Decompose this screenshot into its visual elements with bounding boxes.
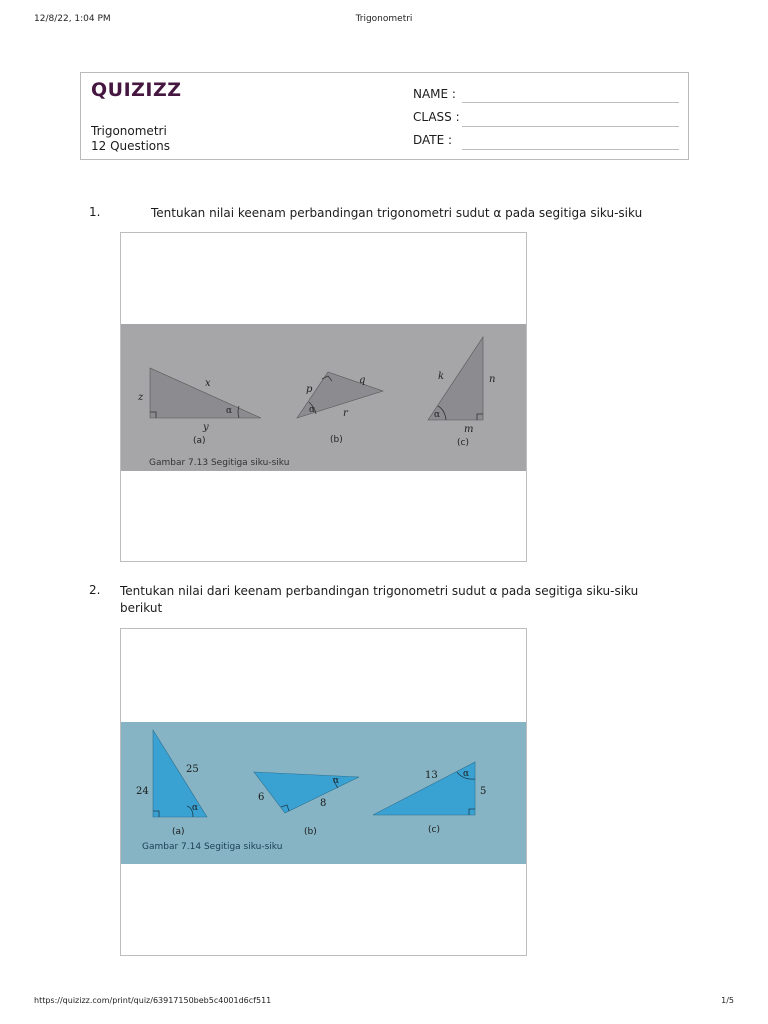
figure-7-13-svg: [121, 324, 526, 471]
print-doc-title: Trigonometri: [355, 14, 413, 24]
figure-7-14-caption: Gambar 7.14 Segitiga siku-siku: [142, 842, 283, 852]
page-number: 1/5: [721, 996, 734, 1005]
figure-7-14-photo: [121, 722, 526, 864]
sub-b: (b): [304, 827, 317, 837]
label-m: m: [464, 424, 474, 435]
question-1-number: 1.: [89, 205, 101, 219]
label-5: 5: [480, 786, 487, 797]
sub-a: (a): [172, 827, 185, 837]
question-count: 12 Questions: [91, 139, 171, 153]
question-1-text: Tentukan nilai keenam perbandingan trigonometri sudut α pada segitiga siku-siku: [151, 206, 643, 220]
name-label: NAME :: [413, 87, 456, 101]
label-p: p: [306, 384, 313, 395]
date-label: DATE :: [413, 133, 453, 147]
label-x: x: [205, 378, 211, 389]
alpha-a: α: [192, 803, 199, 813]
figure-7-13-photo: [121, 324, 526, 471]
question-2-text: Tentukan nilai dari keenam perbandingan trigonometri sudut α pada segitiga siku-siku berikut: [120, 584, 639, 615]
print-footer: [0, 996, 768, 1008]
alpha-b: α: [333, 776, 340, 786]
label-z: z: [138, 392, 144, 403]
print-datetime: 12/8/22, 1:04 PM: [34, 14, 111, 24]
label-r: r: [343, 408, 348, 419]
label-13: 13: [425, 770, 438, 781]
label-24: 24: [136, 786, 149, 797]
quiz-title: Trigonometri: [91, 124, 167, 138]
label-25: 25: [186, 764, 199, 775]
alpha-c: α: [463, 769, 470, 779]
figure-7-14-svg: [121, 722, 526, 864]
date-line[interactable]: [462, 148, 679, 150]
print-header: [0, 14, 768, 28]
alpha-c: α: [434, 410, 441, 420]
sub-a: (a): [193, 436, 206, 446]
sub-c: (c): [457, 438, 469, 448]
figure-7-13-caption: Gambar 7.13 Segitiga siku-siku: [149, 458, 290, 468]
label-y: y: [203, 422, 209, 433]
print-url[interactable]: https://quizizz.com/print/quiz/63917150beb5c4001d6cf511: [34, 996, 272, 1005]
sub-b: (b): [330, 435, 343, 445]
label-q: q: [359, 375, 366, 386]
class-line[interactable]: [462, 125, 679, 127]
label-8: 8: [320, 798, 327, 809]
label-6: 6: [258, 792, 265, 803]
label-k: k: [438, 371, 445, 382]
quiz-header-box: [80, 72, 689, 160]
name-line[interactable]: [462, 101, 679, 103]
question-1-image-frame: [120, 232, 527, 562]
quizizz-logo: QUIZIZZ: [91, 79, 182, 101]
question-2-image-frame: [120, 628, 527, 956]
sub-c: (c): [428, 825, 440, 835]
question-2-number: 2.: [89, 583, 101, 597]
alpha-b: α: [309, 405, 316, 415]
alpha-a: α: [226, 406, 233, 416]
class-label: CLASS :: [413, 110, 460, 124]
label-n: n: [489, 374, 496, 385]
